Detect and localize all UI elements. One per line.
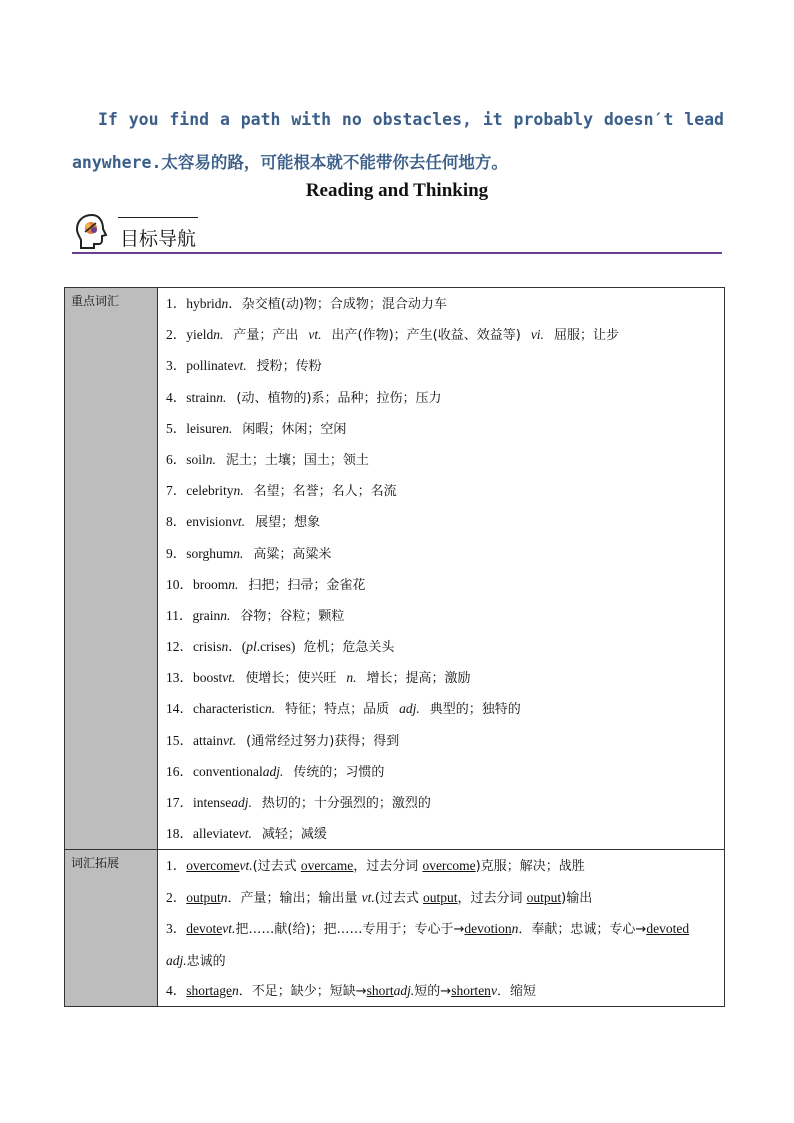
- list-item: 9．sorghumn. 高粱；高粱米: [166, 545, 332, 562]
- motto-chinese: 太容易的路，可能根本就不能带你去任何地方。: [161, 153, 508, 172]
- list-item: 16．conventionaladj. 传统的；习惯的: [166, 763, 385, 780]
- list-item: 12．crisisn．(pl.crises) 危机；危急关头: [166, 639, 395, 656]
- key-vocab-label: 重点词汇: [65, 288, 158, 850]
- expand-vocab-label: 词汇拓展: [65, 850, 158, 1007]
- vocabulary-table: [64, 287, 725, 1007]
- expand-vocab-section: [65, 850, 725, 1007]
- key-vocab-list: [158, 288, 725, 850]
- key-vocab-section: [65, 288, 725, 850]
- list-item: 5．leisuren. 闲暇；休闲；空闲: [166, 420, 347, 437]
- expand-vocab-list: [158, 850, 725, 1007]
- list-item: 11．grainn. 谷物；谷粒；颗粒: [166, 607, 345, 624]
- list-item: 2．yieldn. 产量；产出 vt. 出产(作物)；产生(收益、效益等) vi. 屈服；让步: [166, 327, 619, 344]
- list-item: 7．celebrityn. 名望；名誉；名人；名流: [166, 483, 397, 500]
- list-item: 6．soiln. 泥土；土壤；国土；领土: [166, 451, 369, 468]
- motto-english: If you find a path with no obstacles, it probably doesn′t lead anywhere.: [72, 110, 724, 172]
- header-rule: [72, 252, 722, 254]
- list-item: 1．overcomevt.(过去式 overcame，过去分词 overcome)克服；解决；战胜: [166, 858, 585, 875]
- list-item: 17．intenseadj. 热切的；十分强烈的；激烈的: [166, 795, 431, 811]
- list-item: 15．attainvt. (通常经过努力)获得；得到: [166, 732, 400, 749]
- list-item: 4．strainn. (动、植物的)系；品种；拉伤；压力: [166, 389, 442, 406]
- section-header: [72, 210, 722, 256]
- list-item: 1．hybridn．杂交植(动)物；合成物；混合动力车: [166, 296, 447, 312]
- list-item: 2．outputn．产量；输出；输出量 vt.(过去式 output，过去分词 output)输出: [166, 889, 593, 906]
- list-item: 3．devotevt.把……献(给)；把……专用于；专心于→devotionn．奉献；忠诚；专心→devoted adj.忠诚的: [166, 920, 690, 969]
- list-item: 3．pollinatevt. 授粉；传粉: [166, 358, 322, 375]
- page-title: Reading and Thinking: [305, 180, 489, 201]
- header-topline: [118, 217, 198, 218]
- list-item: 13．boostvt. 使增长；使兴旺 n. 增长；提高；激励: [166, 670, 471, 687]
- list-item: 4．shortagen．不足；缺少；短缺→shortadj.短的→shortenv．缩短: [166, 983, 536, 1000]
- list-item: 10．broomn. 扫把；扫帚；金雀花: [166, 576, 366, 593]
- section-title: 目标导航: [120, 228, 197, 250]
- head-brain-icon: [74, 212, 110, 252]
- list-item: 14．characteristicn. 特征；特点；品质 adj. 典型的；独特的: [166, 701, 521, 718]
- motto-quote: [72, 98, 724, 184]
- list-item: 8．envisionvt. 展望；想象: [166, 514, 321, 531]
- list-item: 18．alleviatevt. 减轻；减缓: [166, 826, 327, 843]
